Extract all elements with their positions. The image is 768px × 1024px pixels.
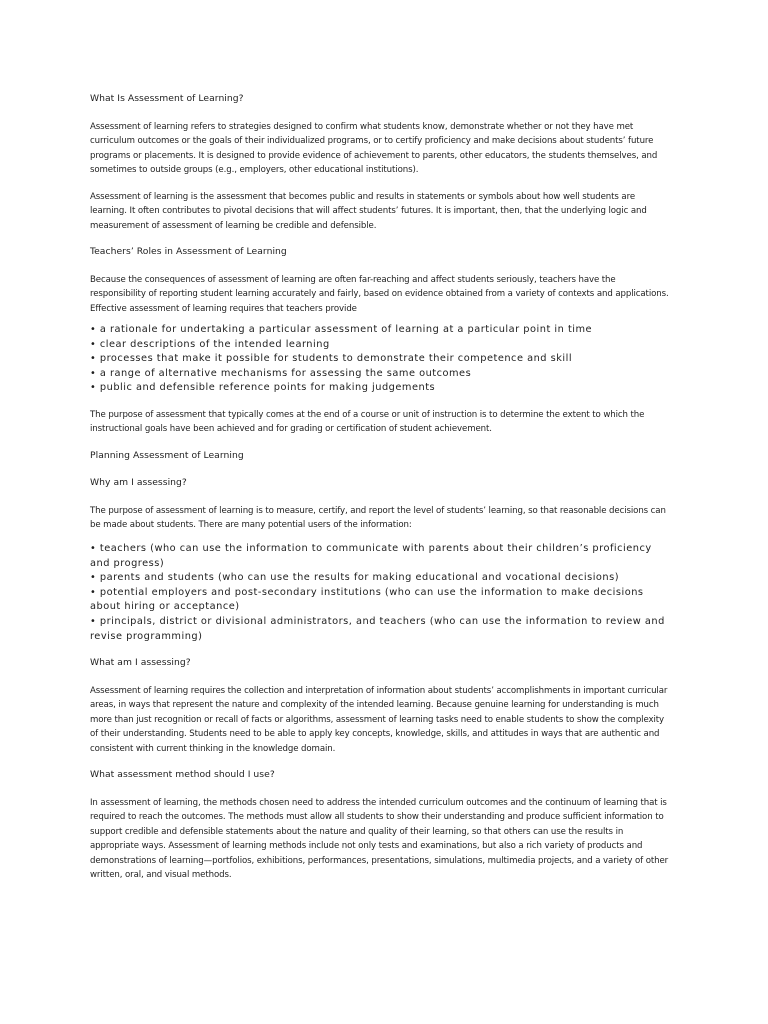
paragraph-purpose-end-of-course: The purpose of assessment that typically comes at the end of a course or unit of instruction is to determine the extent to which the instructional goals have been achieved and for grading or certification of student achievement. — [90, 409, 645, 435]
list-item: • teachers (who can use the information to communicate with parents about their children’s proficiency and progress) — [90, 542, 652, 569]
list-item: • a rationale for undertaking a particular assessment of learning at a particular point in time — [90, 324, 593, 335]
list-item: • a range of alternative mechanisms for assessing the same outcomes — [90, 367, 472, 379]
paragraph-consequences: Because the consequences of assessment of learning are often far-reaching and affect students seriously, teachers have the responsibility of reporting student learning accurately and fairly, based on evidence obtained from a variety of contexts and applications. Effective assessment of learning requires that teachers provide — [90, 274, 669, 314]
heading-assessment-method: What assessment method should I use? — [90, 769, 275, 781]
heading-teachers-roles: Teachers’ Roles in Assessment of Learning — [90, 246, 287, 257]
heading-what-is-assessment: What Is Assessment of Learning? — [90, 93, 244, 104]
heading-planning-assessment: Planning Assessment of Learning — [90, 449, 244, 461]
list-information-users — [90, 542, 674, 644]
paragraph-definition: Assessment of learning refers to strategies designed to confirm what students know, demonstrate whether or not they have met curriculum outcomes or the goals of their individualized programs, or to certify proficiency and make decisions about students’ future programs or placements. It is designed to provide evidence of achievement to parents, other educators, the students themselves, and sometimes to outside groups (e.g., employers, other educational institutions). — [90, 121, 658, 175]
list-item: • potential employers and post-secondary institutions (who can use the information to make decisions about hiring or acceptance) — [90, 586, 644, 613]
paragraph-public-results: Assessment of learning is the assessment that becomes public and results in statements or symbols about how well students are learning. It often contributes to pivotal decisions that will affect students’ futures. It is important, then, that the underlying logic and measurement of assessment of learning be credible and defensible. — [90, 191, 647, 231]
paragraph-purpose-measure: The purpose of assessment of learning is to measure, certify, and report the level of students’ learning, so that reasonable decisions can be made about students. There are many potential users of the information: — [90, 505, 666, 531]
list-item: • parents and students (who can use the results for making educational and vocational decisions) — [90, 572, 620, 584]
heading-why-assessing: Why am I assessing? — [90, 477, 187, 489]
heading-what-assessing: What am I assessing? — [90, 657, 191, 669]
list-item: • principals, district or divisional administrators, and teachers (who can use the information to review and revise programming) — [90, 615, 665, 642]
list-item: • clear descriptions of the intended learning — [90, 338, 330, 350]
list-item: • processes that make it possible for students to demonstrate their competence and skill — [90, 353, 573, 365]
paragraph-methods: In assessment of learning, the methods chosen need to address the intended curriculum outcomes and the continuum of learning that is required to reach the outcomes. The methods must allow all students to show their understanding and produce sufficient information to support credible and defensible statements about the nature and quality of their learning, so that others can use the results in appropriate ways. Assessment of learning methods include not only tests and examinations, but also a rich variety of products and demonstrations of learning—portfolios, exhibitions, performances, presentations, simulations, multimedia projects, and a variety of other written, oral, and visual methods. — [90, 797, 669, 881]
document-page — [90, 92, 674, 883]
paragraph-collection-interpretation: Assessment of learning requires the collection and interpretation of information about students’ accomplishments in important curricular areas, in ways that represent the nature and complexity of the intended learning. Because genuine learning for understanding is much more than just recognition or recall of facts or algorithms, assessment of learning tasks need to enable students to show the complexity of their understanding. Students need to be able to apply key concepts, knowledge, skills, and attitudes in ways that are authentic and consistent with current thinking in the knowledge domain. — [90, 685, 668, 754]
list-teacher-provisions — [90, 323, 674, 396]
list-item: • public and defensible reference points for making judgements — [90, 382, 436, 394]
